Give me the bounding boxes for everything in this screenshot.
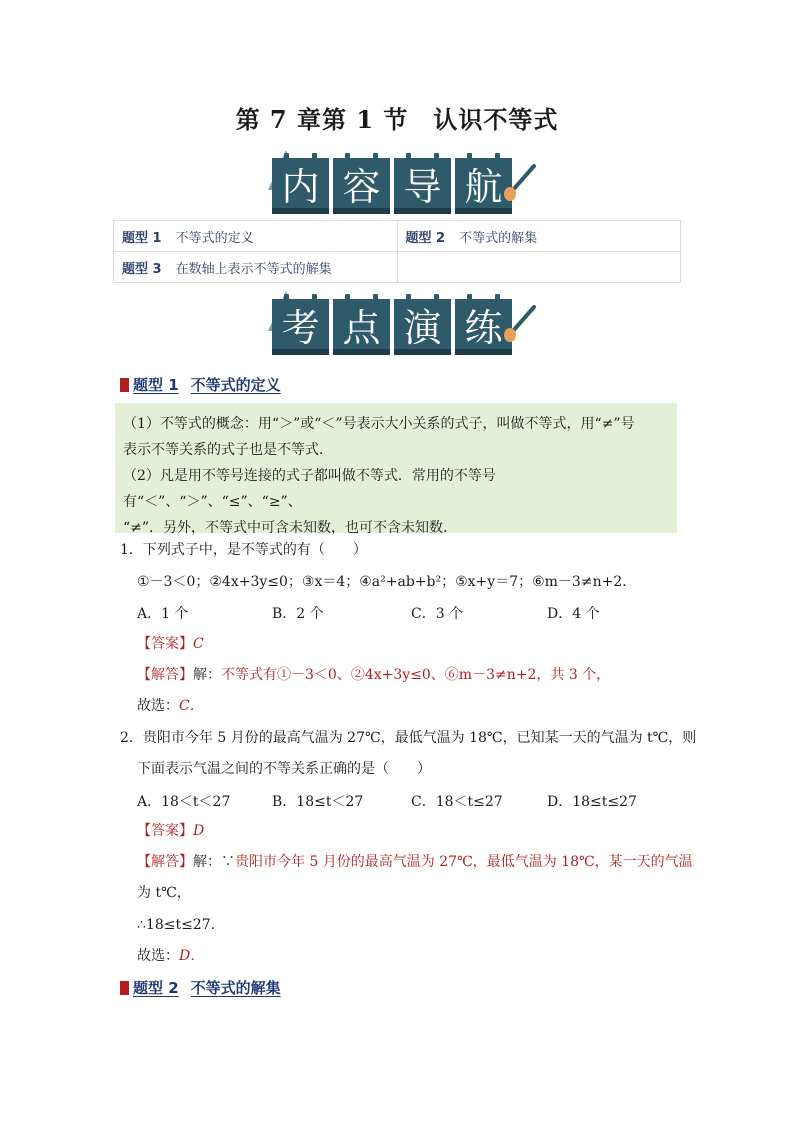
nav-cell[interactable]: 题型 1 不等式的定义 bbox=[114, 221, 398, 252]
red-square-icon bbox=[120, 378, 129, 392]
banner-tile: 内 bbox=[272, 158, 329, 214]
conclusion-line: 故选：C． bbox=[137, 698, 204, 714]
definition-box: （1）不等式的概念：用“＞”或“＜”号表示大小关系的式子，叫做不等式，用“≠”号 表示不等关系的式子也是不等式． （2）凡是用不等号连接的式子都叫做不等式．常用的不等号有“＜”、“＞”、“≤”、“≥”、 “≠”．另外，不等式中可含未知数，也可不含未知数． bbox=[115, 403, 677, 533]
banner-tile: 导 bbox=[394, 158, 451, 214]
section-heading: 题型 1 不等式的定义 bbox=[120, 374, 281, 395]
banner-tile: 考 bbox=[272, 299, 329, 355]
banner-tile: 容 bbox=[333, 158, 390, 214]
question-expressions: ①－3＜0；②4x+3y≤0；③x＝4；④a²+ab+b²；⑤x+y＝7；⑥m－3≠n+2． bbox=[137, 574, 637, 590]
banner-tile: 练 bbox=[455, 299, 512, 355]
banner-tile: 航 bbox=[455, 158, 512, 214]
solution-line: 【解答】解：∵贵阳市今年 5 月份的最高气温为 27℃，最低气温为 18℃，某一天的气温 bbox=[137, 854, 693, 870]
solution-line: 为 t℃， bbox=[137, 885, 191, 901]
section-heading: 题型 2 不等式的解集 bbox=[120, 977, 281, 998]
option: C．18＜t≤27 bbox=[411, 794, 503, 810]
page-title: 第 7 章第 1 节 认识不等式 bbox=[235, 105, 559, 134]
solution-line: 【解答】解：不等式有①－3＜0、②4x+3y≤0、⑥m－3≠n+2，共 3 个， bbox=[137, 667, 611, 683]
option: B．2 个 bbox=[272, 606, 324, 622]
question-stem: 1．下列式子中，是不等式的有（ ） bbox=[120, 542, 367, 558]
practice-banner bbox=[272, 297, 524, 357]
nav-cell[interactable]: 题型 3 在数轴上表示不等式的解集 bbox=[114, 252, 398, 283]
question-stem: 下面表示气温之间的不等关系正确的是（ ） bbox=[137, 761, 431, 777]
brush-icon bbox=[502, 162, 538, 202]
option: D．4 个 bbox=[547, 606, 600, 622]
question-stem: 2．贵阳市今年 5 月份的最高气温为 27℃，最低气温为 18℃，已知某一天的气温为 t℃，则 bbox=[120, 730, 697, 746]
option: A．1 个 bbox=[137, 606, 189, 622]
answer-line: 【答案】D bbox=[137, 823, 205, 839]
red-square-icon bbox=[120, 981, 129, 995]
brush-icon bbox=[502, 303, 538, 343]
content-nav-banner bbox=[272, 156, 524, 216]
conclusion-line: 故选：D． bbox=[137, 948, 205, 964]
option: A．18＜t＜27 bbox=[137, 794, 231, 810]
content-nav-table bbox=[113, 220, 681, 283]
answer-line: 【答案】C bbox=[137, 636, 204, 652]
derivation-line: ∴18≤t≤27． bbox=[137, 917, 225, 933]
option: B．18≤t＜27 bbox=[272, 794, 364, 810]
option: C．3 个 bbox=[411, 606, 464, 622]
banner-tile: 点 bbox=[333, 299, 390, 355]
nav-cell[interactable]: 题型 2 不等式的解集 bbox=[397, 221, 681, 252]
banner-tile: 演 bbox=[394, 299, 451, 355]
nav-cell-empty bbox=[397, 252, 681, 283]
option: D．18≤t≤27 bbox=[547, 794, 637, 810]
